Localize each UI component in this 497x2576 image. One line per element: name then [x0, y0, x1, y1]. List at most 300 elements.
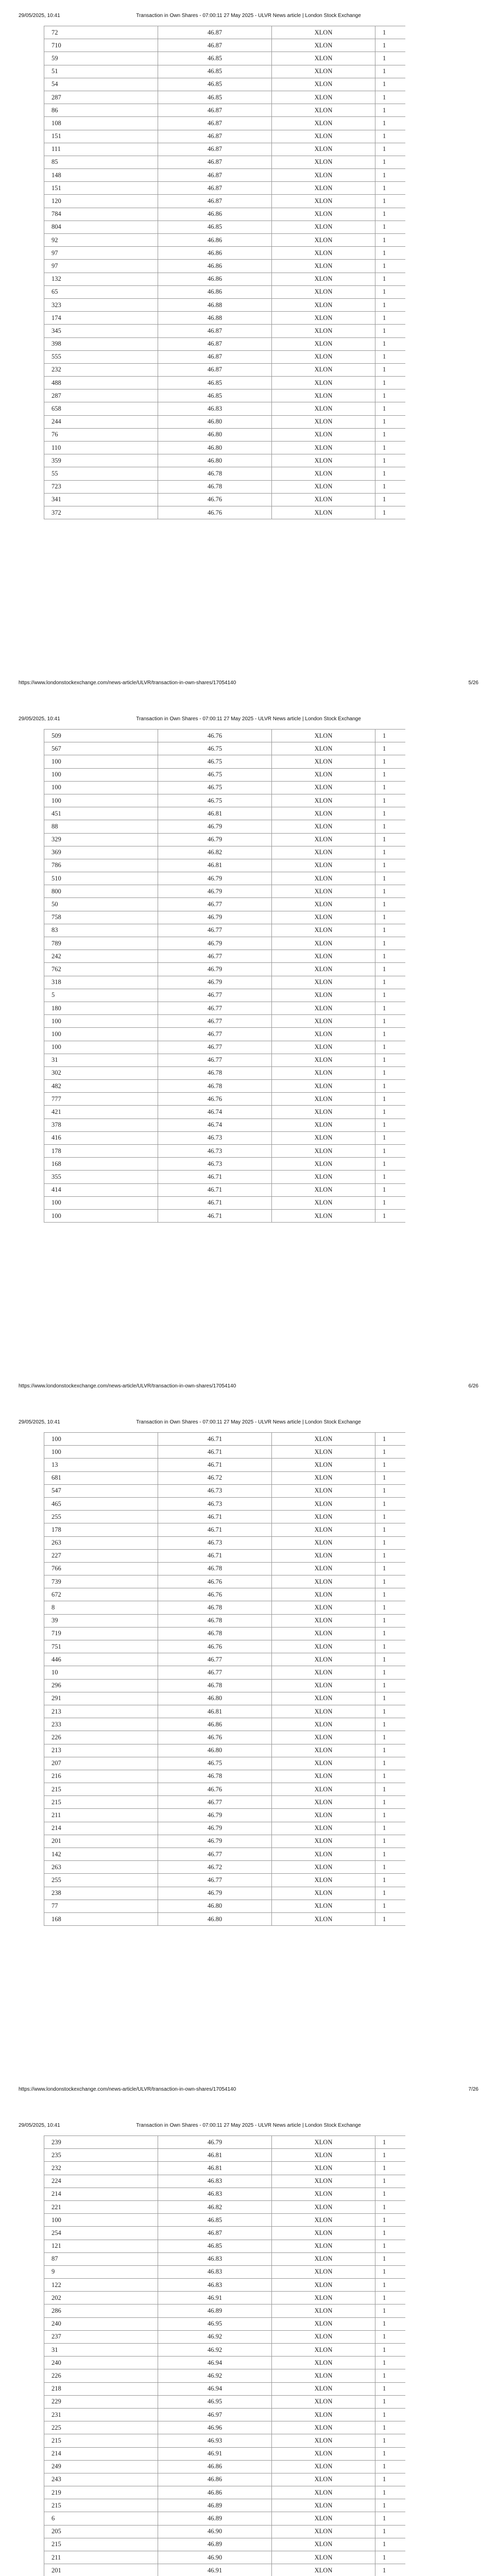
venue-cell: XLON: [272, 1601, 375, 1614]
venue-cell: XLON: [272, 1459, 375, 1471]
venue-cell: XLON: [272, 924, 375, 937]
venue-cell: XLON: [272, 1809, 375, 1822]
venue-cell: XLON: [272, 1744, 375, 1757]
volume-cell: 240: [44, 2317, 158, 2330]
price-cell: 46.77: [158, 1041, 272, 1054]
truncated-cell: 1: [375, 143, 406, 156]
table-row: [44, 1209, 406, 1222]
truncated-cell: 1: [375, 2499, 406, 2512]
truncated-cell: 1: [375, 1002, 406, 1014]
price-cell: 46.76: [158, 1093, 272, 1106]
volume-cell: 31: [44, 2344, 158, 2357]
table-row: [44, 1835, 406, 1848]
truncated-cell: 1: [375, 2421, 406, 2434]
venue-cell: XLON: [272, 2227, 375, 2240]
volume-cell: 100: [44, 2214, 158, 2227]
page-footer: [0, 680, 497, 687]
truncated-cell: 1: [375, 1118, 406, 1131]
table-row: [44, 2214, 406, 2227]
volume-cell: 263: [44, 1861, 158, 1874]
volume-cell: 224: [44, 2175, 158, 2188]
price-cell: 46.87: [158, 39, 272, 52]
volume-cell: 54: [44, 78, 158, 91]
table-row: [44, 2149, 406, 2162]
truncated-cell: 1: [375, 1822, 406, 1835]
truncated-cell: 1: [375, 1158, 406, 1171]
venue-cell: XLON: [272, 2304, 375, 2317]
price-cell: 46.86: [158, 2460, 272, 2473]
volume-cell: 6: [44, 2512, 158, 2525]
venue-cell: XLON: [272, 1118, 375, 1131]
table-row: [44, 2200, 406, 2213]
table-row: [44, 337, 406, 350]
price-cell: 46.76: [158, 1640, 272, 1653]
volume-cell: 132: [44, 273, 158, 285]
truncated-cell: 1: [375, 1601, 406, 1614]
table-row: [44, 1484, 406, 1497]
venue-cell: XLON: [272, 2499, 375, 2512]
volume-cell: 378: [44, 1118, 158, 1131]
price-cell: 46.82: [158, 846, 272, 859]
venue-cell: XLON: [272, 208, 375, 221]
price-cell: 46.79: [158, 1835, 272, 1848]
price-cell: 46.71: [158, 1511, 272, 1523]
table-row: [44, 1523, 406, 1536]
volume-cell: 719: [44, 1627, 158, 1640]
volume-cell: 329: [44, 833, 158, 846]
venue-cell: XLON: [272, 156, 375, 168]
price-cell: 46.86: [158, 260, 272, 273]
volume-cell: 216: [44, 1770, 158, 1783]
volume-cell: 108: [44, 117, 158, 130]
venue-cell: XLON: [272, 182, 375, 195]
venue-cell: XLON: [272, 285, 375, 298]
venue-cell: XLON: [272, 1002, 375, 1014]
table-row: [44, 2538, 406, 2551]
volume-cell: 255: [44, 1874, 158, 1887]
volume-cell: 239: [44, 2136, 158, 2149]
price-cell: 46.79: [158, 911, 272, 924]
table-row: [44, 1459, 406, 1471]
page-number: 5/26: [468, 680, 478, 686]
venue-cell: XLON: [272, 2551, 375, 2564]
table-row: [44, 2252, 406, 2265]
table-row: [44, 924, 406, 937]
table-row: [44, 1497, 406, 1510]
volume-cell: 509: [44, 730, 158, 742]
volume-cell: 446: [44, 1653, 158, 1666]
volume-cell: 219: [44, 2486, 158, 2499]
volume-cell: 120: [44, 195, 158, 208]
price-cell: 46.83: [158, 2279, 272, 2292]
price-cell: 46.79: [158, 937, 272, 950]
volume-cell: 215: [44, 2434, 158, 2447]
price-cell: 46.77: [158, 989, 272, 1002]
venue-cell: XLON: [272, 2382, 375, 2395]
table-row: [44, 846, 406, 859]
truncated-cell: 1: [375, 2240, 406, 2252]
table-row: [44, 260, 406, 273]
venue-cell: XLON: [272, 1093, 375, 1106]
volume-cell: 232: [44, 2162, 158, 2175]
volume-cell: 286: [44, 2304, 158, 2317]
page-header: [0, 1419, 497, 1427]
price-cell: 46.79: [158, 963, 272, 976]
volume-cell: 323: [44, 298, 158, 311]
truncated-cell: 1: [375, 1209, 406, 1222]
volume-cell: 205: [44, 2525, 158, 2538]
venue-cell: XLON: [272, 2421, 375, 2434]
venue-cell: XLON: [272, 1536, 375, 1549]
price-cell: 46.85: [158, 389, 272, 402]
venue-cell: XLON: [272, 350, 375, 363]
price-cell: 46.71: [158, 1446, 272, 1459]
price-cell: 46.87: [158, 26, 272, 39]
price-cell: 46.80: [158, 1912, 272, 1925]
table-row: [44, 1511, 406, 1523]
venue-cell: XLON: [272, 195, 375, 208]
table-row: [44, 742, 406, 755]
volume-cell: 215: [44, 2499, 158, 2512]
truncated-cell: 1: [375, 1171, 406, 1183]
price-cell: 46.90: [158, 2551, 272, 2564]
volume-cell: 804: [44, 221, 158, 233]
volume-cell: 211: [44, 1809, 158, 1822]
price-cell: 46.77: [158, 898, 272, 911]
volume-cell: 465: [44, 1497, 158, 1510]
venue-cell: XLON: [272, 221, 375, 233]
price-cell: 46.77: [158, 1028, 272, 1041]
volume-cell: 87: [44, 2252, 158, 2265]
truncated-cell: 1: [375, 285, 406, 298]
price-cell: 46.87: [158, 104, 272, 117]
venue-cell: XLON: [272, 2175, 375, 2188]
table-row: [44, 156, 406, 168]
table-row: [44, 2525, 406, 2538]
price-cell: 46.86: [158, 208, 272, 221]
price-cell: 46.92: [158, 2330, 272, 2343]
table-row: [44, 2344, 406, 2357]
volume-cell: 227: [44, 1549, 158, 1562]
table-row: [44, 937, 406, 950]
volume-cell: 291: [44, 1692, 158, 1705]
venue-cell: XLON: [272, 742, 375, 755]
truncated-cell: 1: [375, 1627, 406, 1640]
truncated-cell: 1: [375, 117, 406, 130]
venue-cell: XLON: [272, 1757, 375, 1770]
truncated-cell: 1: [375, 2447, 406, 2460]
truncated-cell: 1: [375, 1497, 406, 1510]
venue-cell: XLON: [272, 1575, 375, 1588]
table-row: [44, 1066, 406, 1079]
venue-cell: XLON: [272, 2252, 375, 2265]
volume-cell: 800: [44, 885, 158, 898]
truncated-cell: 1: [375, 2200, 406, 2213]
table-row: [44, 2382, 406, 2395]
price-cell: 46.92: [158, 2369, 272, 2382]
volume-cell: 88: [44, 820, 158, 833]
price-cell: 46.78: [158, 1679, 272, 1692]
table-row: [44, 1093, 406, 1106]
truncated-cell: 1: [375, 1015, 406, 1028]
price-cell: 46.89: [158, 2304, 272, 2317]
venue-cell: XLON: [272, 1549, 375, 1562]
price-cell: 46.73: [158, 1484, 272, 1497]
price-cell: 46.94: [158, 2357, 272, 2369]
table-row: [44, 1744, 406, 1757]
table-row: [44, 78, 406, 91]
truncated-cell: 1: [375, 1861, 406, 1874]
table-row: [44, 794, 406, 807]
volume-cell: 235: [44, 2149, 158, 2162]
volume-cell: 359: [44, 454, 158, 467]
table-row: [44, 2447, 406, 2460]
venue-cell: XLON: [272, 2538, 375, 2551]
volume-cell: 178: [44, 1523, 158, 1536]
volume-cell: 9: [44, 2265, 158, 2278]
volume-cell: 13: [44, 1459, 158, 1471]
price-cell: 46.87: [158, 156, 272, 168]
truncated-cell: 1: [375, 846, 406, 859]
document-page: [0, 0, 497, 703]
venue-cell: XLON: [272, 1497, 375, 1510]
page-footer: [0, 2087, 497, 2094]
volume-cell: 355: [44, 1171, 158, 1183]
price-cell: 46.90: [158, 2525, 272, 2538]
price-cell: 46.83: [158, 2265, 272, 2278]
volume-cell: 31: [44, 1054, 158, 1066]
price-cell: 46.74: [158, 1106, 272, 1118]
truncated-cell: 1: [375, 1874, 406, 1887]
venue-cell: XLON: [272, 1887, 375, 1900]
truncated-cell: 1: [375, 911, 406, 924]
price-cell: 46.80: [158, 442, 272, 454]
price-cell: 46.74: [158, 1118, 272, 1131]
article-url[interactable]: https://www.londonstockexchange.com/news-article/ULVR/transaction-in-own-shares/17054140: [19, 1383, 236, 1389]
volume-cell: 5: [44, 989, 158, 1002]
table-row: [44, 1770, 406, 1783]
truncated-cell: 1: [375, 104, 406, 117]
truncated-cell: 1: [375, 467, 406, 480]
truncated-cell: 1: [375, 26, 406, 39]
table-row: [44, 208, 406, 221]
table-row: [44, 285, 406, 298]
venue-cell: XLON: [272, 2486, 375, 2499]
table-row: [44, 65, 406, 78]
page-header: [0, 13, 497, 20]
volume-cell: 76: [44, 428, 158, 441]
price-cell: 46.85: [158, 78, 272, 91]
volume-cell: 110: [44, 442, 158, 454]
price-cell: 46.87: [158, 325, 272, 337]
table-row: [44, 1158, 406, 1171]
volume-cell: 142: [44, 1848, 158, 1861]
table-row: [44, 1118, 406, 1131]
article-url[interactable]: https://www.londonstockexchange.com/news-article/ULVR/transaction-in-own-shares/17054140: [19, 680, 236, 686]
volume-cell: 100: [44, 1015, 158, 1028]
truncated-cell: 1: [375, 389, 406, 402]
price-cell: 46.79: [158, 885, 272, 898]
table-row: [44, 1015, 406, 1028]
truncated-cell: 1: [375, 1900, 406, 1912]
price-cell: 46.71: [158, 1209, 272, 1222]
article-url[interactable]: https://www.londonstockexchange.com/news-article/ULVR/transaction-in-own-shares/17054140: [19, 2087, 236, 2092]
table-row: [44, 1171, 406, 1183]
volume-cell: 215: [44, 2538, 158, 2551]
truncated-cell: 1: [375, 2292, 406, 2304]
price-cell: 46.87: [158, 337, 272, 350]
truncated-cell: 1: [375, 1796, 406, 1809]
table-row: [44, 885, 406, 898]
truncated-cell: 1: [375, 2279, 406, 2292]
volume-cell: 100: [44, 781, 158, 794]
price-cell: 46.85: [158, 2240, 272, 2252]
price-cell: 46.78: [158, 480, 272, 493]
truncated-cell: 1: [375, 363, 406, 376]
venue-cell: XLON: [272, 2136, 375, 2149]
venue-cell: XLON: [272, 273, 375, 285]
page-number: 6/26: [468, 1383, 478, 1389]
volume-cell: 784: [44, 208, 158, 221]
truncated-cell: 1: [375, 937, 406, 950]
table-row: [44, 1809, 406, 1822]
truncated-cell: 1: [375, 247, 406, 260]
volume-cell: 85: [44, 156, 158, 168]
table-row: [44, 350, 406, 363]
print-date: 29/05/2025, 10:41: [19, 13, 60, 19]
truncated-cell: 1: [375, 1666, 406, 1679]
table-row: [44, 428, 406, 441]
truncated-cell: 1: [375, 1614, 406, 1627]
truncated-cell: 1: [375, 337, 406, 350]
table-row: [44, 247, 406, 260]
truncated-cell: 1: [375, 1549, 406, 1562]
venue-cell: XLON: [272, 39, 375, 52]
truncated-cell: 1: [375, 950, 406, 963]
truncated-cell: 1: [375, 1196, 406, 1209]
table-row: [44, 1549, 406, 1562]
price-cell: 46.91: [158, 2564, 272, 2576]
truncated-cell: 1: [375, 2382, 406, 2395]
table-row: [44, 1196, 406, 1209]
transactions-table: [44, 729, 405, 1223]
table-row: [44, 1080, 406, 1093]
price-cell: 46.77: [158, 1002, 272, 1014]
truncated-cell: 1: [375, 2330, 406, 2343]
table-row: [44, 2395, 406, 2408]
page-header: [0, 716, 497, 723]
price-cell: 46.87: [158, 143, 272, 156]
volume-cell: 766: [44, 1562, 158, 1575]
price-cell: 46.76: [158, 1575, 272, 1588]
venue-cell: XLON: [272, 1705, 375, 1718]
price-cell: 46.77: [158, 924, 272, 937]
table-row: [44, 1912, 406, 1925]
price-cell: 46.73: [158, 1497, 272, 1510]
venue-cell: XLON: [272, 1446, 375, 1459]
volume-cell: 302: [44, 1066, 158, 1079]
volume-cell: 547: [44, 1484, 158, 1497]
volume-cell: 672: [44, 1588, 158, 1601]
table-row: [44, 221, 406, 233]
truncated-cell: 1: [375, 885, 406, 898]
truncated-cell: 1: [375, 506, 406, 519]
volume-cell: 151: [44, 130, 158, 143]
price-cell: 46.80: [158, 428, 272, 441]
price-cell: 46.71: [158, 1183, 272, 1196]
price-cell: 46.75: [158, 742, 272, 755]
volume-cell: 242: [44, 950, 158, 963]
table-row: [44, 312, 406, 325]
price-cell: 46.79: [158, 1887, 272, 1900]
volume-cell: 168: [44, 1912, 158, 1925]
venue-cell: XLON: [272, 506, 375, 519]
table-row: [44, 989, 406, 1002]
price-cell: 46.86: [158, 247, 272, 260]
volume-cell: 488: [44, 377, 158, 389]
table-row: [44, 1679, 406, 1692]
venue-cell: XLON: [272, 1028, 375, 1041]
price-cell: 46.95: [158, 2317, 272, 2330]
truncated-cell: 1: [375, 1705, 406, 1718]
volume-cell: 244: [44, 415, 158, 428]
table-row: [44, 1588, 406, 1601]
table-row: [44, 807, 406, 820]
truncated-cell: 1: [375, 1692, 406, 1705]
truncated-cell: 1: [375, 2434, 406, 2447]
truncated-cell: 1: [375, 1471, 406, 1484]
truncated-cell: 1: [375, 1679, 406, 1692]
truncated-cell: 1: [375, 182, 406, 195]
volume-cell: 254: [44, 2227, 158, 2240]
price-cell: 46.86: [158, 273, 272, 285]
truncated-cell: 1: [375, 794, 406, 807]
table-row: [44, 2175, 406, 2188]
table-row: [44, 1692, 406, 1705]
volume-cell: 214: [44, 2188, 158, 2200]
page-number: 7/26: [468, 2087, 478, 2092]
venue-cell: XLON: [272, 768, 375, 781]
truncated-cell: 1: [375, 2564, 406, 2576]
price-cell: 46.82: [158, 2200, 272, 2213]
truncated-cell: 1: [375, 730, 406, 742]
venue-cell: XLON: [272, 1433, 375, 1446]
table-row: [44, 2227, 406, 2240]
table-row: [44, 872, 406, 885]
truncated-cell: 1: [375, 298, 406, 311]
venue-cell: XLON: [272, 1731, 375, 1744]
venue-cell: XLON: [272, 1640, 375, 1653]
volume-cell: 122: [44, 2279, 158, 2292]
price-cell: 46.85: [158, 2214, 272, 2227]
table-row: [44, 1054, 406, 1066]
volume-cell: 233: [44, 1718, 158, 1731]
volume-cell: 100: [44, 1209, 158, 1222]
volume-cell: 214: [44, 2447, 158, 2460]
volume-cell: 111: [44, 143, 158, 156]
article-title: Transaction in Own Shares - 07:00:11 27 May 2025 - ULVR News article | London Stock Exchange: [136, 2123, 361, 2128]
table-row: [44, 768, 406, 781]
venue-cell: XLON: [272, 169, 375, 182]
table-row: [44, 1900, 406, 1912]
truncated-cell: 1: [375, 924, 406, 937]
table-row: [44, 1536, 406, 1549]
venue-cell: XLON: [272, 1861, 375, 1874]
venue-cell: XLON: [272, 2447, 375, 2460]
truncated-cell: 1: [375, 312, 406, 325]
volume-cell: 201: [44, 1835, 158, 1848]
table-row: [44, 1562, 406, 1575]
